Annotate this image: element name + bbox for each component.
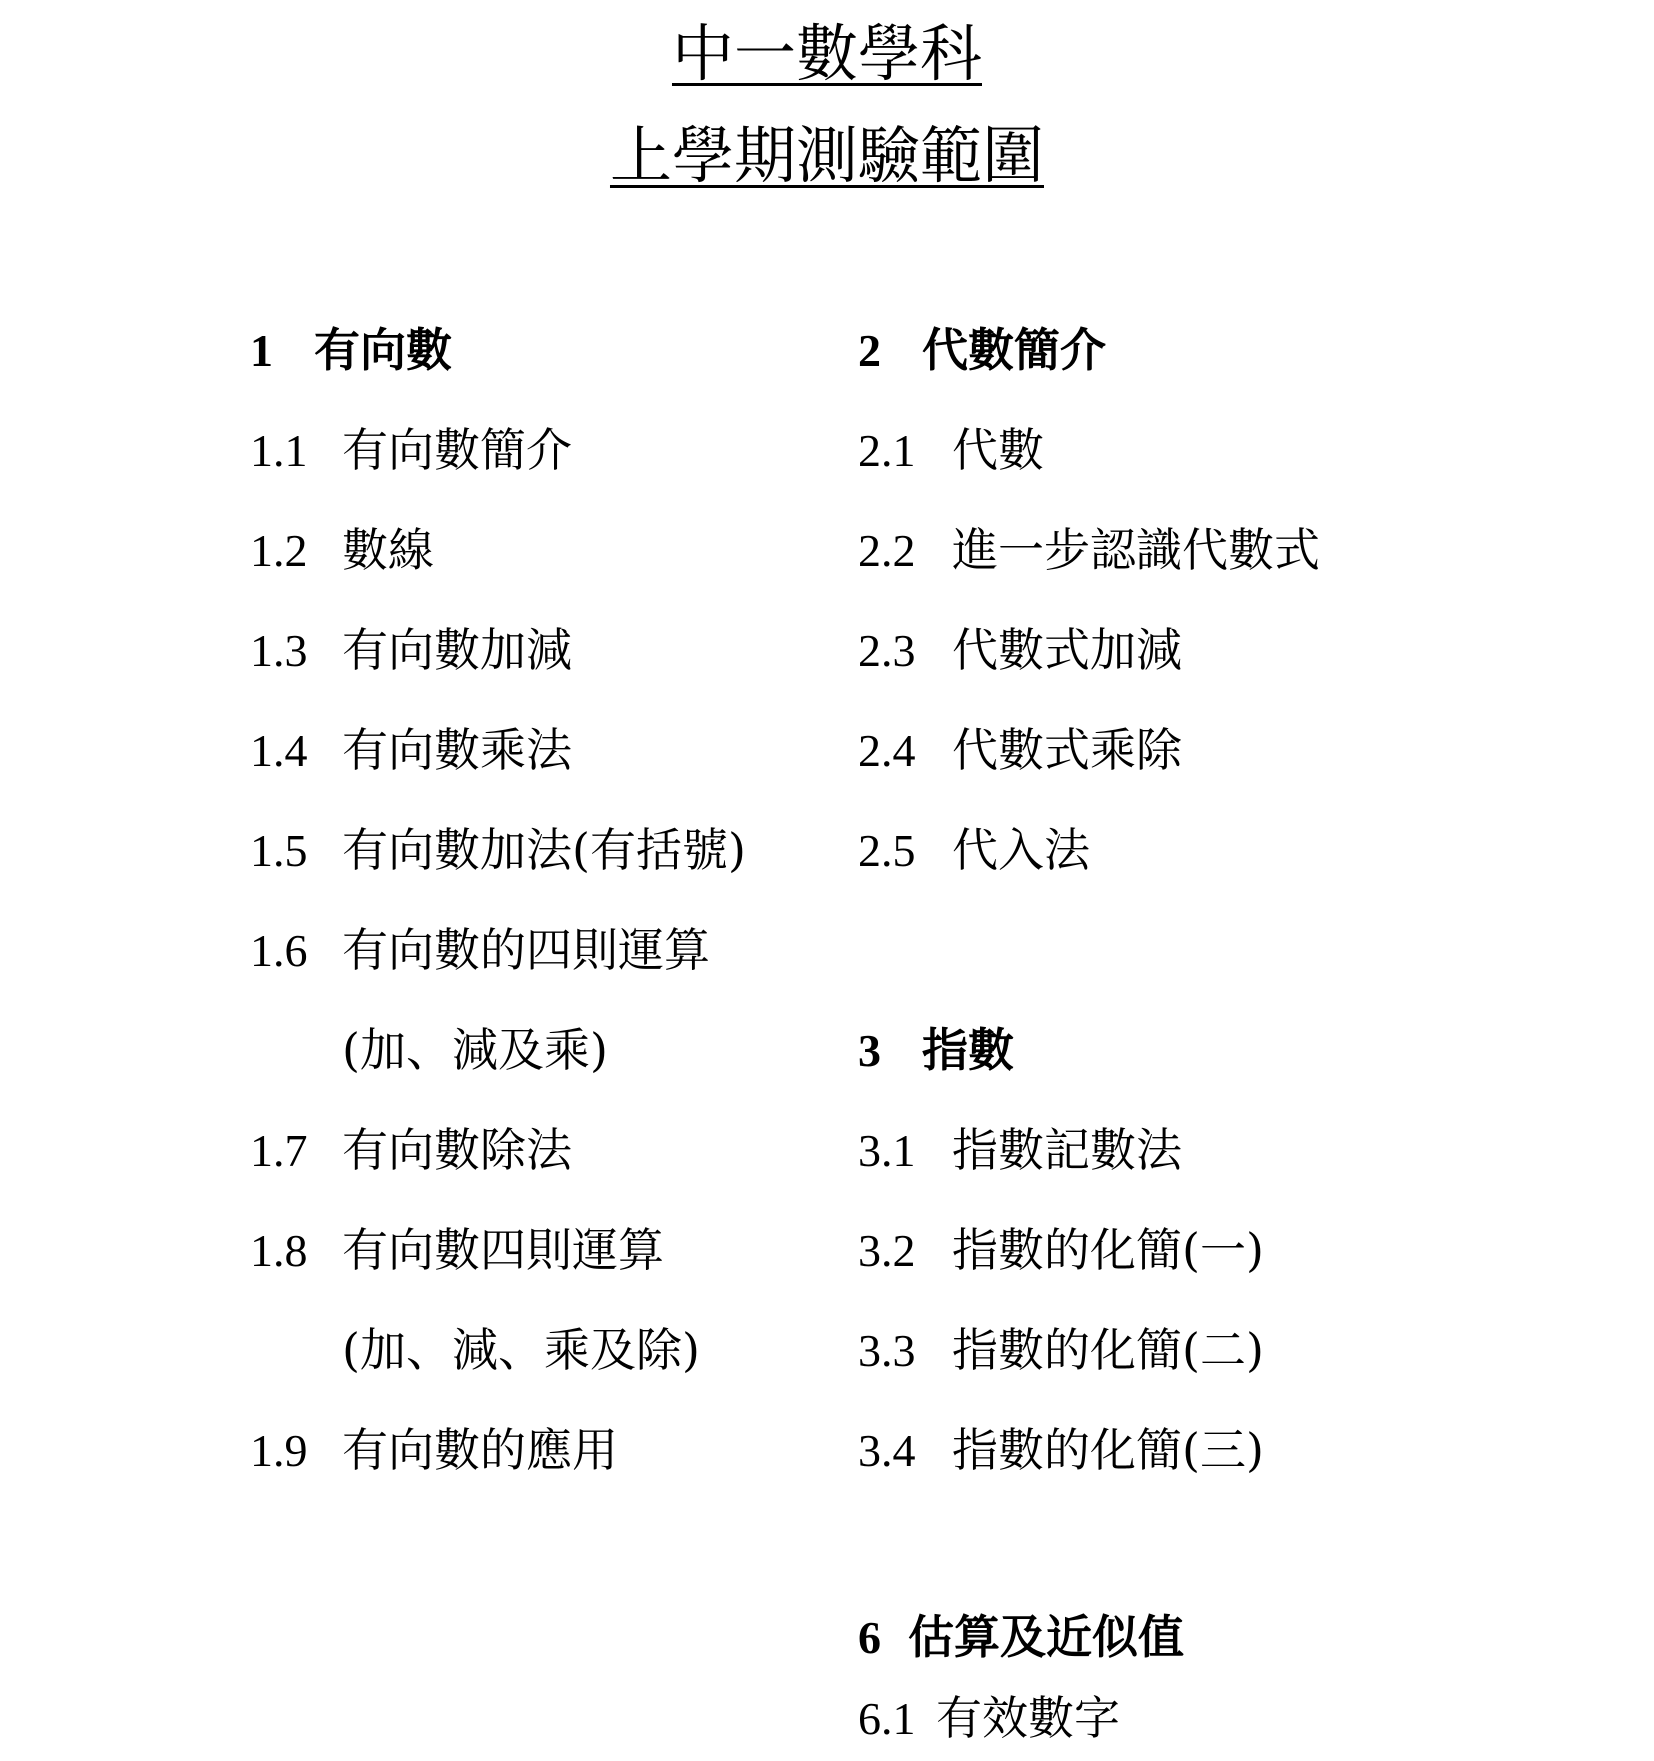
item-text: 代數	[952, 423, 1044, 477]
list-item	[250, 620, 572, 681]
item-text: 指數記數法	[952, 1123, 1182, 1177]
list-item	[858, 1420, 1264, 1481]
section-title: 指數	[922, 1023, 1014, 1077]
section-number: 1	[250, 325, 273, 376]
item-number: 1.1	[250, 425, 308, 476]
item-text: 有向數加法(有括號)	[342, 823, 746, 877]
item-number: 1.5	[250, 825, 308, 876]
item-number: 3.1	[858, 1125, 916, 1176]
item-text: 有向數加減	[342, 623, 572, 677]
title-subject-text: 中一數學科	[671, 17, 982, 90]
item-text: 代入法	[952, 823, 1090, 877]
section-number: 6	[858, 1612, 881, 1663]
title-scope-text: 上學期測驗範圍	[609, 119, 1044, 192]
item-number: 2.1	[858, 425, 916, 476]
list-item	[250, 720, 572, 781]
item-text: 有效數字	[936, 1691, 1120, 1745]
item-text: (加、減及乘)	[342, 1023, 608, 1077]
item-number: 6.1	[858, 1693, 916, 1744]
item-text: 指數的化簡(三)	[952, 1423, 1264, 1477]
list-item	[858, 620, 1182, 681]
section-1-heading	[250, 320, 452, 381]
list-item	[858, 1688, 1120, 1749]
list-item	[250, 1220, 664, 1281]
item-text: 代數式加減	[952, 623, 1182, 677]
item-number: 2.4	[858, 725, 916, 776]
item-text: 指數的化簡(一)	[952, 1223, 1264, 1277]
item-number: 2.2	[858, 525, 916, 576]
item-text: 進一步認識代數式	[952, 523, 1320, 577]
item-text: 指數的化簡(二)	[952, 1323, 1264, 1377]
section-3-heading	[858, 1020, 1014, 1081]
item-number: 1.3	[250, 625, 308, 676]
list-item	[858, 520, 1320, 581]
section-number: 3	[858, 1025, 881, 1076]
list-item	[250, 520, 434, 581]
item-number: 3.4	[858, 1425, 916, 1476]
item-number: 1.9	[250, 1425, 308, 1476]
list-item	[858, 1320, 1264, 1381]
item-number: 2.3	[858, 625, 916, 676]
section-2-heading	[858, 320, 1106, 381]
item-text: 數線	[342, 523, 434, 577]
section-6-heading	[858, 1607, 1184, 1668]
item-text: 有向數的應用	[342, 1423, 618, 1477]
list-item-continuation	[250, 1320, 700, 1380]
section-title: 有向數	[314, 323, 452, 377]
item-text: 有向數四則運算	[342, 1223, 664, 1277]
item-number: 1.8	[250, 1225, 308, 1276]
item-text: 有向數簡介	[342, 423, 572, 477]
list-item	[858, 1220, 1264, 1281]
list-item	[858, 420, 1044, 481]
list-item	[250, 420, 572, 481]
section-title: 代數簡介	[922, 323, 1106, 377]
item-number: 3.3	[858, 1325, 916, 1376]
item-text: (加、減、乘及除)	[342, 1323, 700, 1377]
title-subject	[0, 18, 1654, 90]
list-item	[250, 920, 710, 981]
item-text: 代數式乘除	[952, 723, 1182, 777]
item-text: 有向數乘法	[342, 723, 572, 777]
list-item	[858, 820, 1090, 881]
list-item-continuation	[250, 1020, 608, 1080]
list-item	[250, 1420, 618, 1481]
item-number: 1.6	[250, 925, 308, 976]
section-number: 2	[858, 325, 881, 376]
item-number: 3.2	[858, 1225, 916, 1276]
item-text: 有向數除法	[342, 1123, 572, 1177]
section-title: 估算及近似值	[908, 1610, 1184, 1664]
item-text: 有向數的四則運算	[342, 923, 710, 977]
list-item	[858, 1120, 1182, 1181]
item-number: 1.2	[250, 525, 308, 576]
item-number: 2.5	[858, 825, 916, 876]
title-scope	[0, 120, 1654, 192]
item-number: 1.4	[250, 725, 308, 776]
list-item	[250, 820, 746, 881]
list-item	[250, 1120, 572, 1181]
list-item	[858, 720, 1182, 781]
item-number: 1.7	[250, 1125, 308, 1176]
